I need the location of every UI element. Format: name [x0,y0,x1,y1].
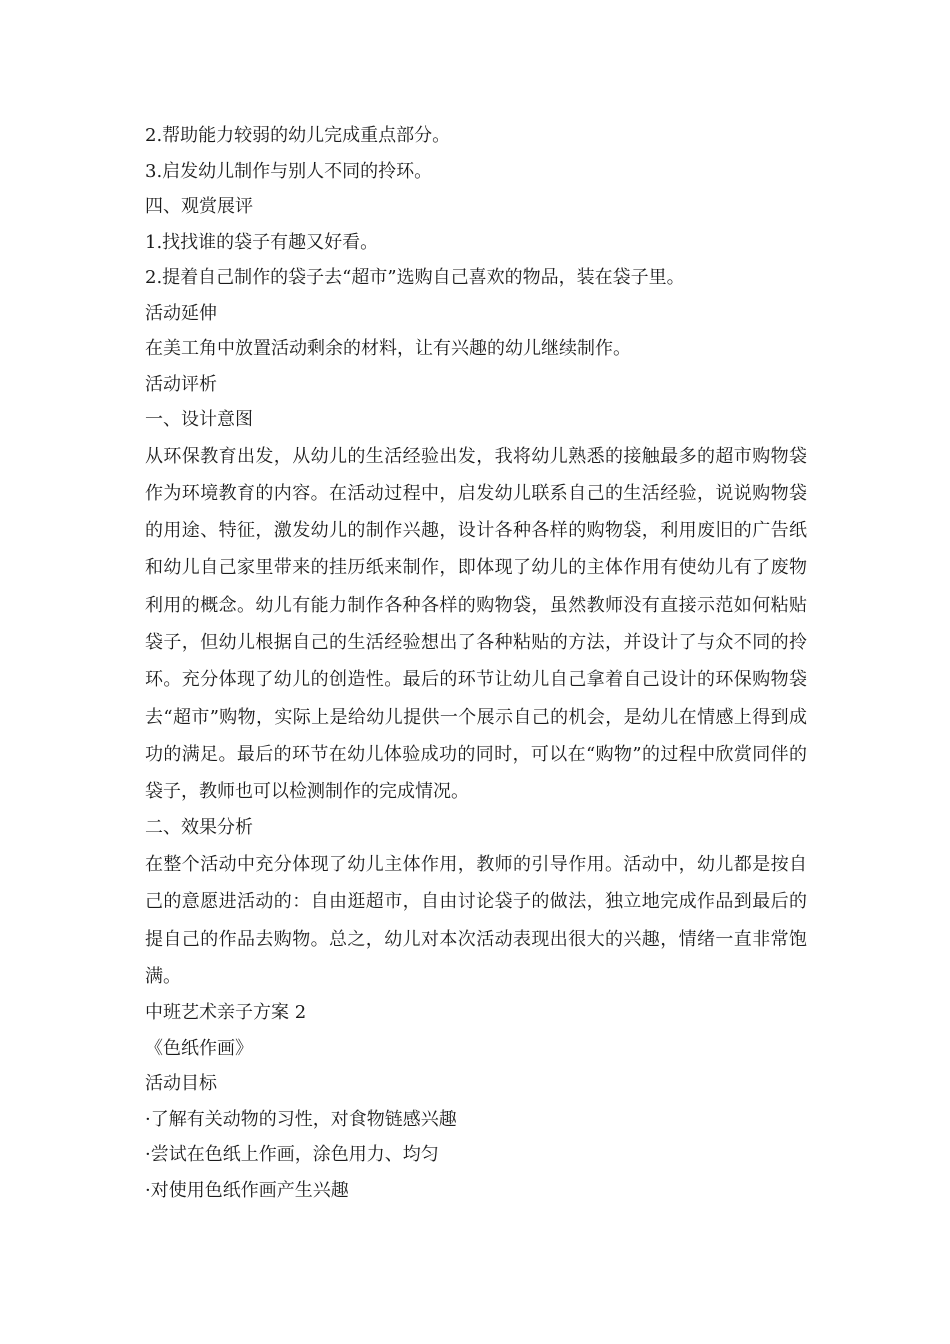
goal-item: ·了解有关动物的习性，对食物链感兴趣 [145,1108,457,1130]
text-line-inspire: 3.启发幼儿制作与别人不同的拎环。 [145,160,433,182]
effect-paragraph: 在整个活动中充分体现了幼儿主体作用，教师的引导作用。活动中，幼儿都是按自己的意愿进活动的：自由逛超市，自由讨论袋子的做法，独立地完成作品到最后的提自己的作品去购物。总之，幼儿对本次活动表现出很大的兴趣，情绪一直非常饱满。 [145,853,807,987]
goal-item: ·对使用色纸作画产生兴趣 [145,1179,349,1201]
section-heading-analysis: 活动评析 [145,373,217,395]
plan-title: 中班艺术亲子方案 2 [145,1002,307,1024]
text-line-help: 2.帮助能力较弱的幼儿完成重点部分。 [145,125,451,146]
text-line-find: 1.找找谁的袋子有趣又好看。 [145,231,379,253]
section-heading-goals: 活动目标 [145,1073,217,1095]
section-heading-design: 一、设计意图 [145,409,253,430]
text-line-extension: 在美工角中放置活动剩余的材料，让有兴趣的幼儿继续制作。 [145,338,631,359]
section-heading-extension: 活动延伸 [145,302,217,324]
section-heading-effect: 二、效果分析 [145,817,253,839]
goal-item: ·尝试在色纸上作画，涂色用力、均匀 [145,1144,439,1166]
section-heading-exhibit: 四、观赏展评 [145,196,253,217]
text-line-supermarket: 2.提着自己制作的袋子去“超市”选购自己喜欢的物品，装在袋子里。 [145,267,685,288]
document-page [145,118,807,1208]
activity-name: 《色纸作画》 [145,1037,253,1059]
design-paragraph: 从环保教育出发，从幼儿的生活经验出发，我将幼儿熟悉的接触最多的超市购物袋作为环境教育的内容。在活动过程中，启发幼儿联系自己的生活经验，说说购物袋的用途、特征，激发幼儿的制作兴趣，设计各种各样的购物袋，利用废旧的广告纸和幼儿自己家里带来的挂历纸来制作，即体现了幼儿的主体作用有使幼儿有了废物利用的概念。幼儿有能力制作各种各样的购物袋，虽然教师没有直接示范如何粘贴袋子，但幼儿根据自己的生活经验想出了各种粘贴的方法，并设计了与众不同的拎环。充分体现了幼儿的创造性。最后的环节让幼儿自己拿着自己设计的环保购物袋去“超市”购物，实际上是给幼儿提供一个展示自己的机会，是幼儿在情感上得到成功的满足。最后的环节在幼儿体验成功的同时，可以在“购物”的过程中欣赏同伴的袋子，教师也可以检测制作的完成情况。 [145,445,807,803]
